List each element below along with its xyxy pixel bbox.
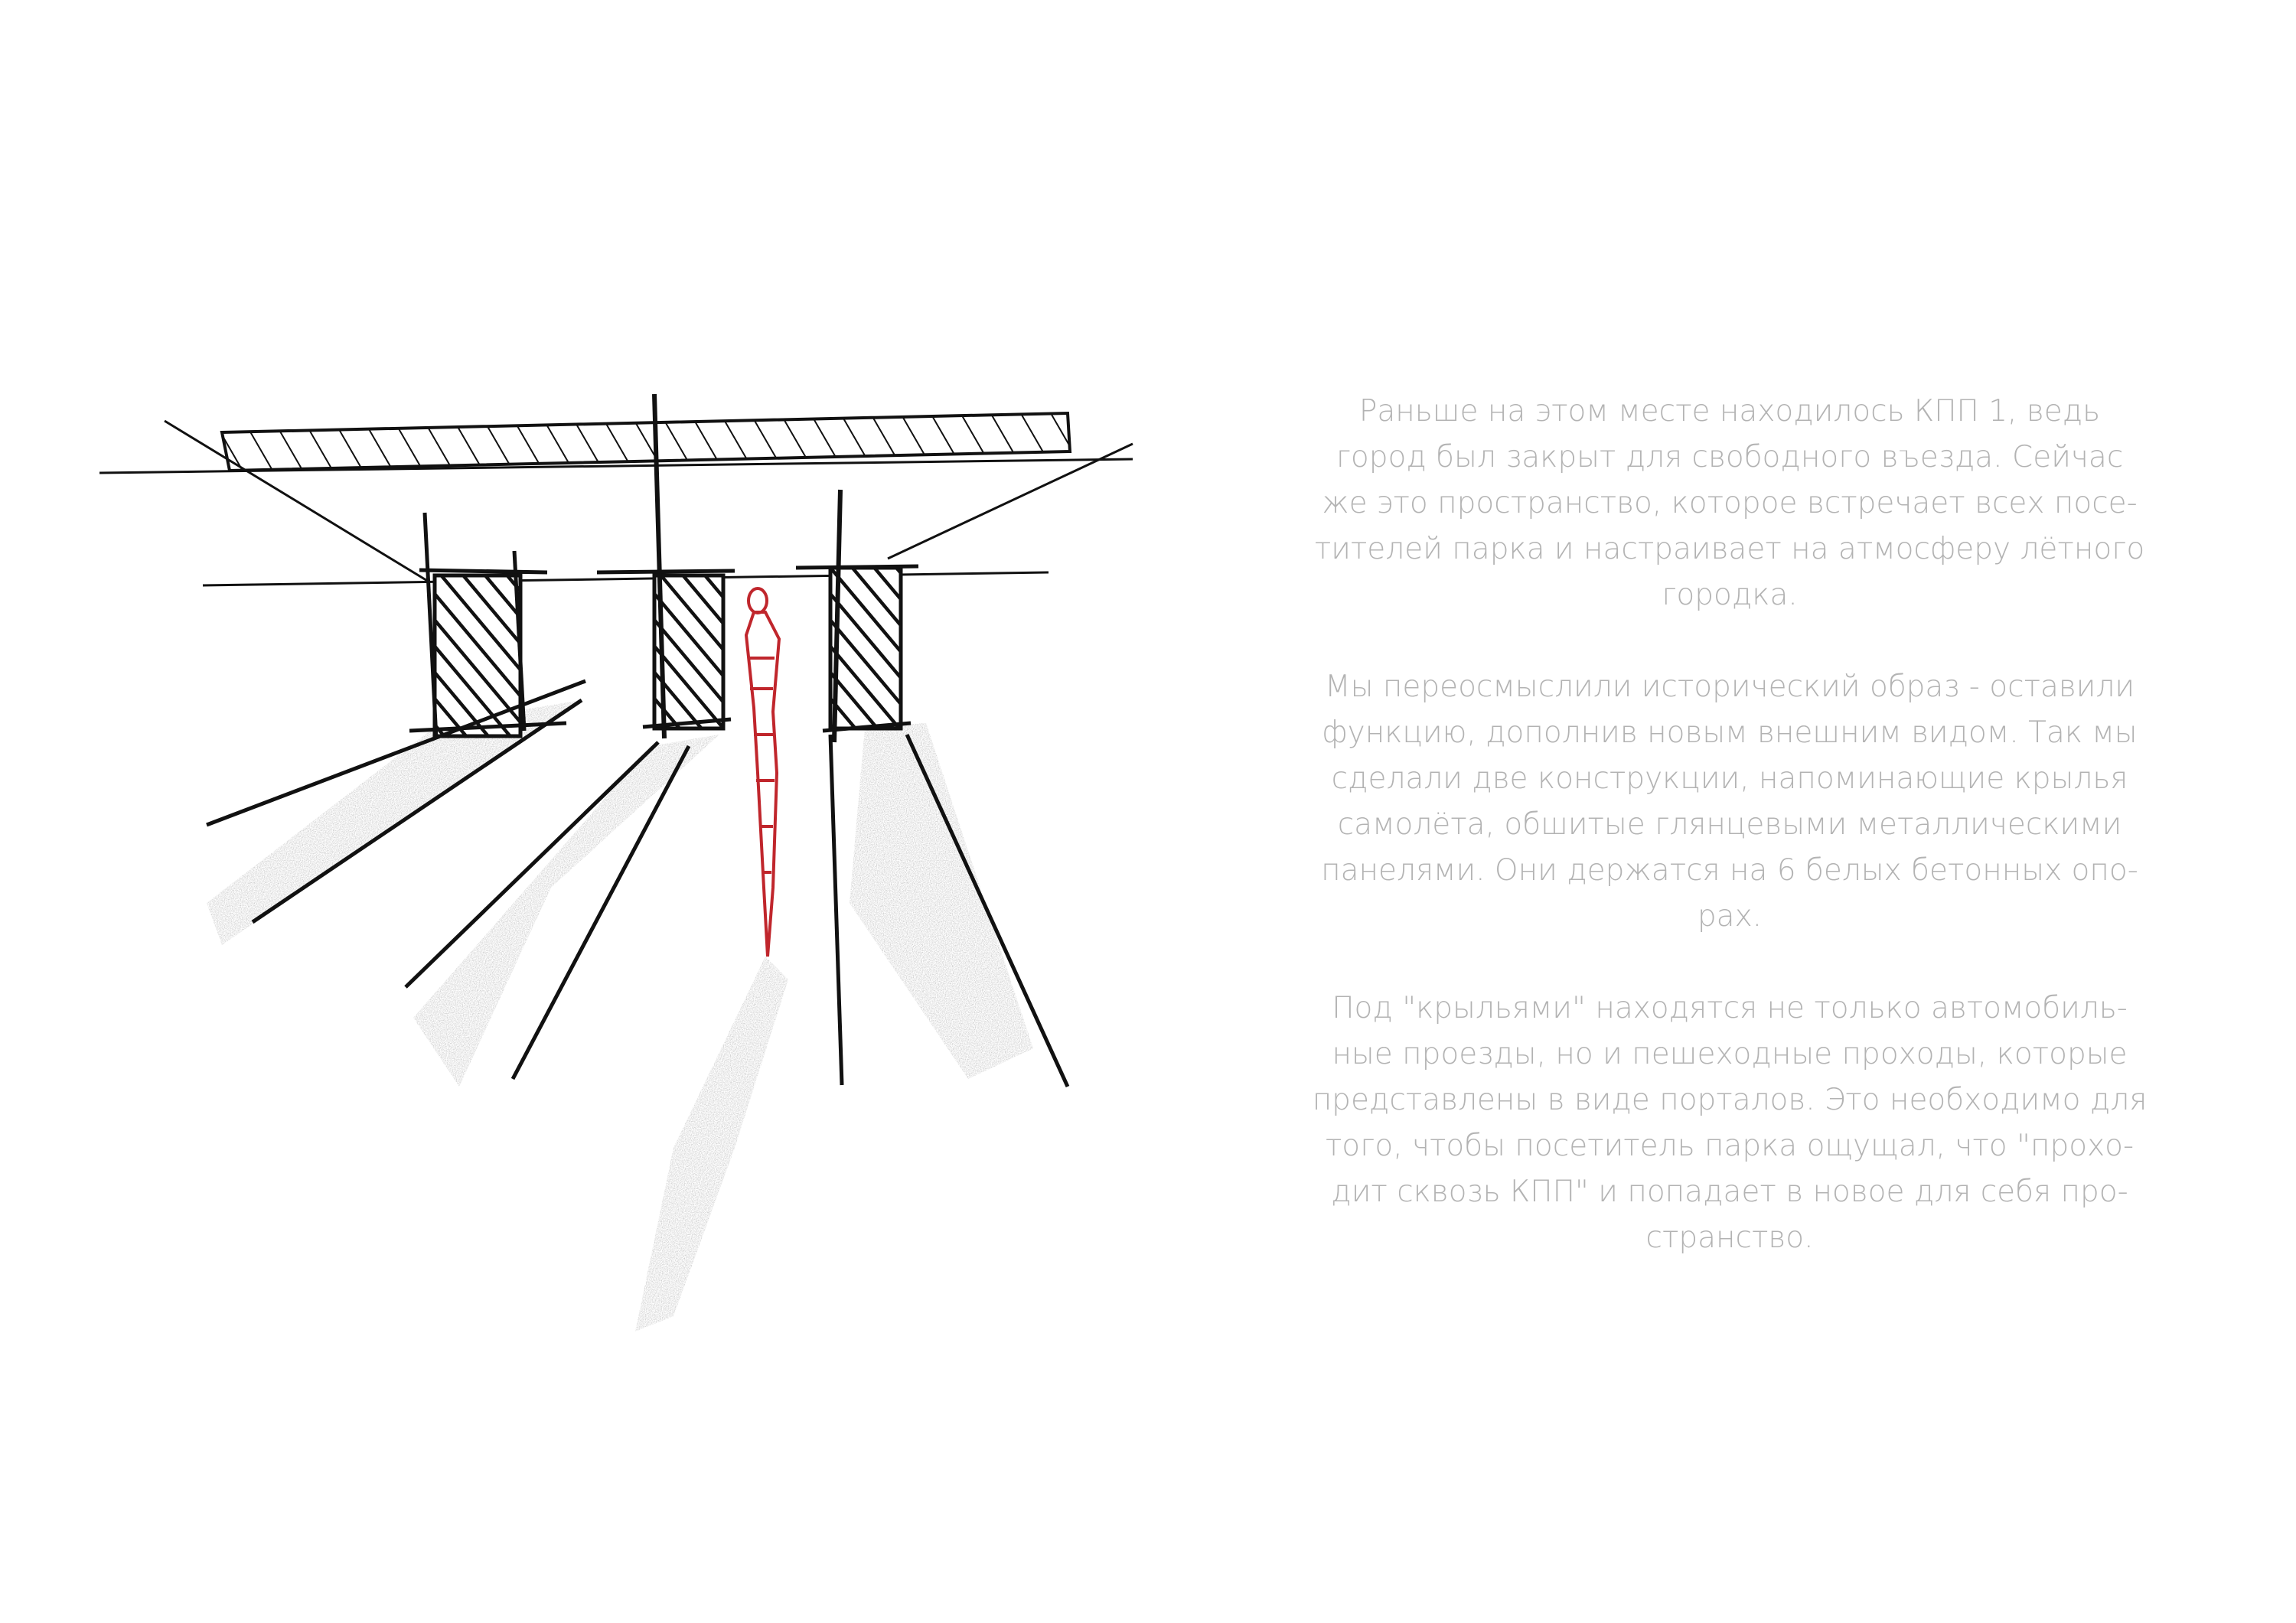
text-line: Мы переосмыслили исторический образ - оставили [1324, 670, 2135, 704]
paragraph-2 [1301, 664, 2158, 940]
paragraph-1 [1301, 389, 2158, 618]
text-line: городка. [1662, 578, 1798, 612]
sketch-illustration [0, 0, 1194, 1377]
text-line: дит сквозь КПП" и попадает в новое для себя про- [1331, 1175, 2128, 1209]
shadow-figure [635, 957, 788, 1331]
shadow-right [850, 723, 1033, 1079]
text-line: Под "крыльями" находятся не только автомобиль- [1332, 991, 2128, 1025]
shadow-middle [413, 735, 719, 1087]
text-line: того, чтобы посетитель парка ощущал, что "прохо- [1325, 1129, 2135, 1163]
description-text [1301, 389, 2158, 1307]
top-slab [99, 413, 1133, 585]
ground-shadows [207, 700, 1033, 1331]
text-line: панелями. Они держатся на 6 белых бетонных опо- [1321, 853, 2138, 888]
text-line: странство. [1645, 1221, 1814, 1255]
text-line: Раньше на этом месте находилось КПП 1, ведь [1358, 394, 2101, 429]
text-line: ные проезды, но и пешеходные проходы, которые [1332, 1037, 2128, 1071]
text-line: рах. [1697, 899, 1763, 934]
text-line: город был закрыт для свободного въезда. Сейчас [1336, 440, 2124, 474]
red-figure [746, 588, 779, 957]
text-line: сделали две конструкции, напоминающие крылья [1331, 761, 2128, 796]
paragraph-3 [1301, 986, 2158, 1261]
text-line: самолёта, обшитые глянцевыми металлическими [1337, 807, 2122, 842]
text-line: тителей парка и настраивает на атмосферу лётного [1314, 532, 2145, 566]
text-line: функцию, дополнив новым внешним видом. Так мы [1322, 715, 2138, 750]
text-line: представлены в виде порталов. Это необходимо для [1312, 1083, 2148, 1117]
pillar-right [830, 568, 901, 728]
text-line: же это пространство, которое встречает всех посе- [1322, 486, 2138, 520]
